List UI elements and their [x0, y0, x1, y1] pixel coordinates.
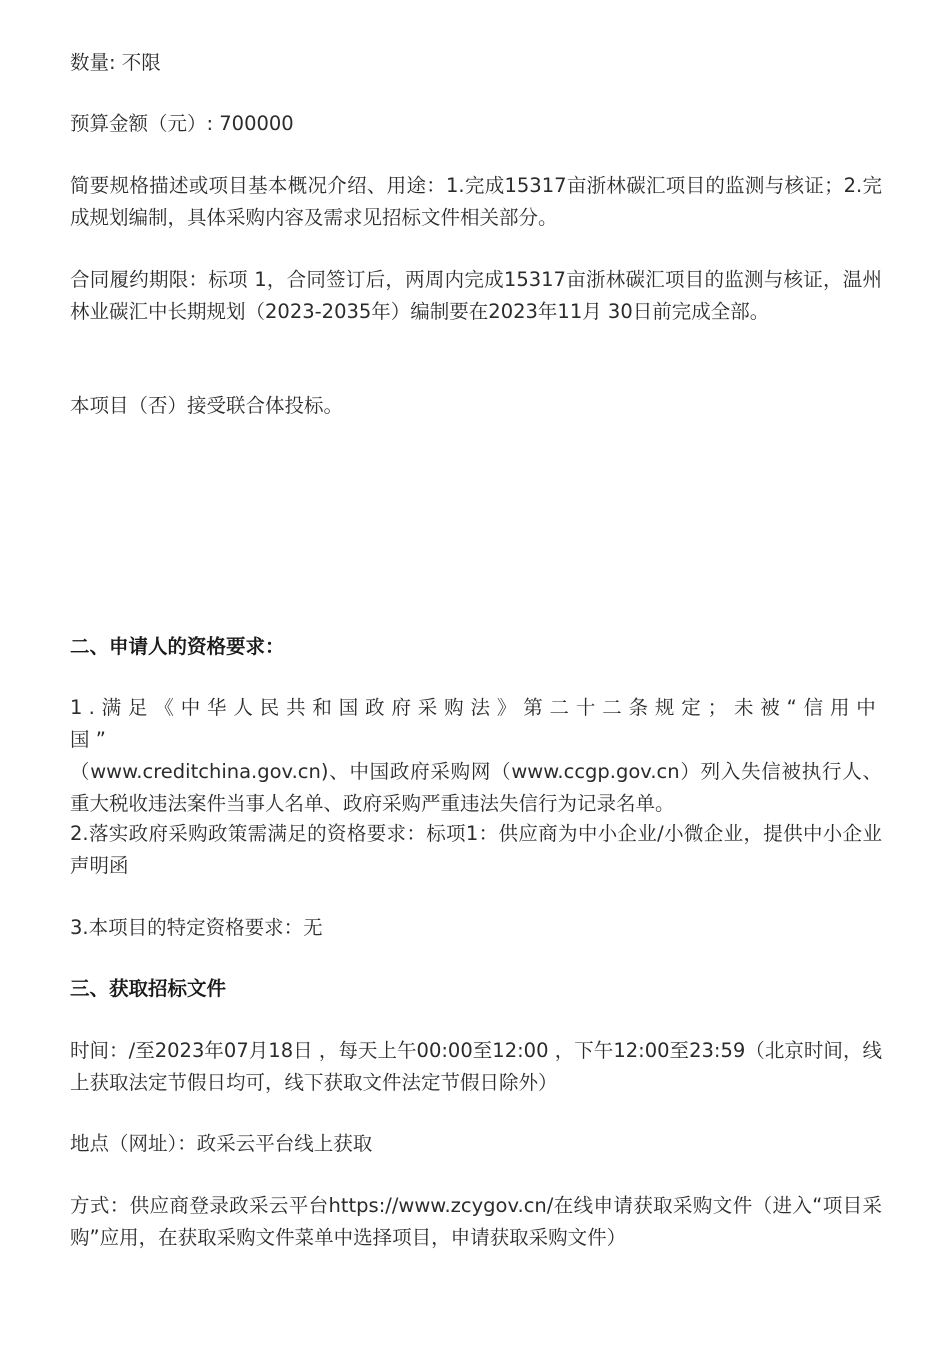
requirement-2-paragraph: 2.落实政府采购政策需满足的资格要求：标项1：供应商为中小企业/小微企业，提供中小企业声明函: [70, 822, 882, 877]
requirement-1-paragraph: [70, 692, 882, 820]
requirement-1-rest: （www.creditchina.gov.cn)、中国政府采购网（www.ccgp.gov.cn）列入失信被执行人、重大税收违法案件当事人名单、政府采购严重违法失信行为记录名单。: [70, 760, 882, 815]
obtain-documents-heading: 三、获取招标文件: [70, 977, 227, 1000]
contract-period-paragraph: 合同履约期限：标项 1，合同签订后，两周内完成15317亩浙林碳汇项目的监测与核证，温州林业碳汇中长期规划（2023-2035年）编制要在2023年11月 30日前完成全部。: [70, 268, 882, 323]
budget-line: 预算金额（元）: 700000: [70, 112, 294, 135]
consortium-line: 本项目（否）接受联合体投标。: [70, 394, 344, 417]
method-paragraph: 方式：供应商登录政采云平台https://www.zcygov.cn/在线申请获取采购文件（进入“项目采购”应用，在获取采购文件菜单中选择项目，申请获取采购文件）: [70, 1194, 882, 1249]
location-line: 地点（网址）：政采云平台线上获取: [70, 1132, 373, 1155]
quantity-line: 数量: 不限: [70, 51, 161, 74]
qualification-heading: 二、申请人的资格要求：: [70, 635, 285, 658]
requirement-3-line: 3.本项目的特定资格要求：无: [70, 916, 323, 939]
requirement-1-first-line: 1.满足《中华人民共和国政府采购法》第二十二条规定；未被“信用中国”: [70, 696, 882, 751]
time-paragraph: 时间：/至2023年07月18日 ，每天上午00:00至12:00 ，下午12:00至23:59（北京时间，线上获取法定节假日均可，线下获取文件法定节假日除外）: [70, 1039, 882, 1094]
description-paragraph: 简要规格描述或项目基本概况介绍、用途：1.完成15317亩浙林碳汇项目的监测与核证；2.完成规划编制，具体采购内容及需求见招标文件相关部分。: [70, 174, 882, 229]
